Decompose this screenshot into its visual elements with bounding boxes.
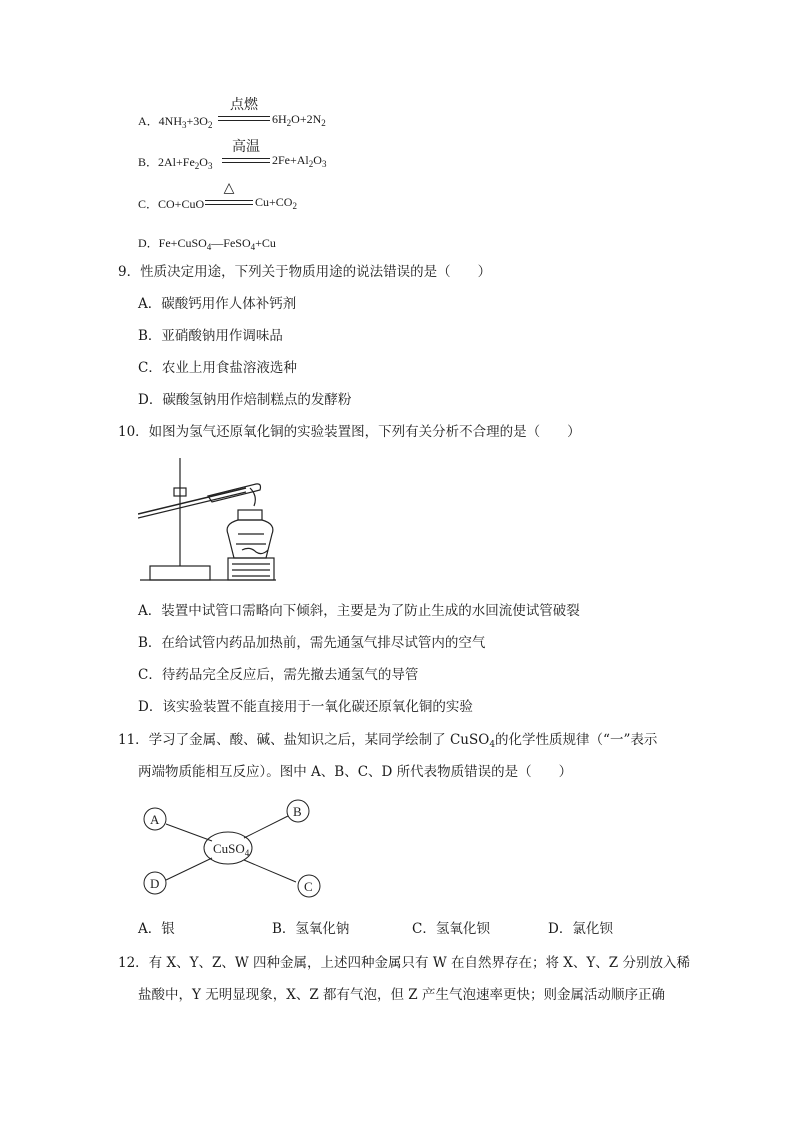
svg-text:CuSO4: CuSO$_4$ (213, 841, 250, 858)
heating-symbol: △ (223, 180, 235, 196)
q10-option-b[interactable]: B．在给试管内药品加热前，需先通氢气排尽试管内的空气 (138, 635, 486, 651)
wooden-block (228, 558, 274, 580)
q10-stem: 10．如图为氢气还原氧化铜的实验装置图，下列有关分析不合理的是（ ） (118, 424, 581, 440)
equation-bar (218, 116, 270, 121)
q11-option-c[interactable]: C．氢氧化钡 (412, 921, 490, 937)
q9-option-d[interactable]: D．碳酸氢钠用作焙制糕点的发酵粉 (138, 392, 352, 408)
q9-stem: 9．性质决定用途，下列关于物质用途的说法错误的是（ ） (118, 264, 492, 280)
q10-option-d[interactable]: D．该实验装置不能直接用于一氧化碳还原氧化铜的实验 (138, 699, 473, 715)
q9-option-c[interactable]: C．农业上用食盐溶液选种 (138, 360, 297, 376)
q12-stem-line2: 盐酸中，Y 无明显现象，X、Z 都有气泡，但 Z 产生气泡速率更快；则金属活动顺序正确 (138, 987, 665, 1003)
equation-bar (205, 200, 253, 205)
lamp-cap (238, 510, 262, 520)
q11-stem-line2: 两端物质能相互反应）。图中 A、B、C、D 所代表物质错误的是（ ） (138, 764, 573, 780)
hydrogen-reduction-apparatus-figure (138, 452, 278, 584)
q11-option-a[interactable]: A．银 (138, 921, 175, 937)
q11-option-b[interactable]: B．氢氧化钠 (272, 921, 350, 937)
iron-stand-base (150, 566, 210, 580)
cuso4-reaction-diagram (138, 792, 338, 902)
q9-option-b[interactable]: B．亚硝酸钠用作调味品 (138, 328, 283, 344)
q10-option-a[interactable]: A．装置中试管口需略向下倾斜，主要是为了防止生成的水回流使试管破裂 (138, 603, 580, 619)
svg-text:C: C (304, 879, 313, 894)
reaction-condition: 高温 (232, 139, 260, 155)
tube-bend (250, 488, 255, 506)
equation-bar (222, 158, 270, 163)
svg-text:D: D (150, 876, 160, 891)
svg-text:A: A (150, 812, 160, 827)
hydrogen-tube-inner (138, 492, 246, 518)
q11-option-d[interactable]: D．氯化钡 (548, 921, 613, 937)
q12-stem-line1: 12．有 X、Y、Z、W 四种金属，上述四种金属只有 W 在自然界存在；将 X、Y、Z 分别放入稀 (118, 955, 690, 971)
q11-stem-line1: 11．学习了金属、酸、碱、盐知识之后，某同学绘制了 CuSO$_4$的化学性质规律（“一”表示 (118, 732, 658, 750)
q10-option-c[interactable]: C．待药品完全反应后，需先撤去通氢气的导管 (138, 667, 419, 683)
q9-option-a[interactable]: A．碳酸钙用作人体补钙剂 (138, 296, 297, 312)
hydrogen-tube (138, 488, 246, 514)
svg-text:B: B (293, 804, 302, 819)
reaction-condition: 点燃 (230, 97, 258, 113)
